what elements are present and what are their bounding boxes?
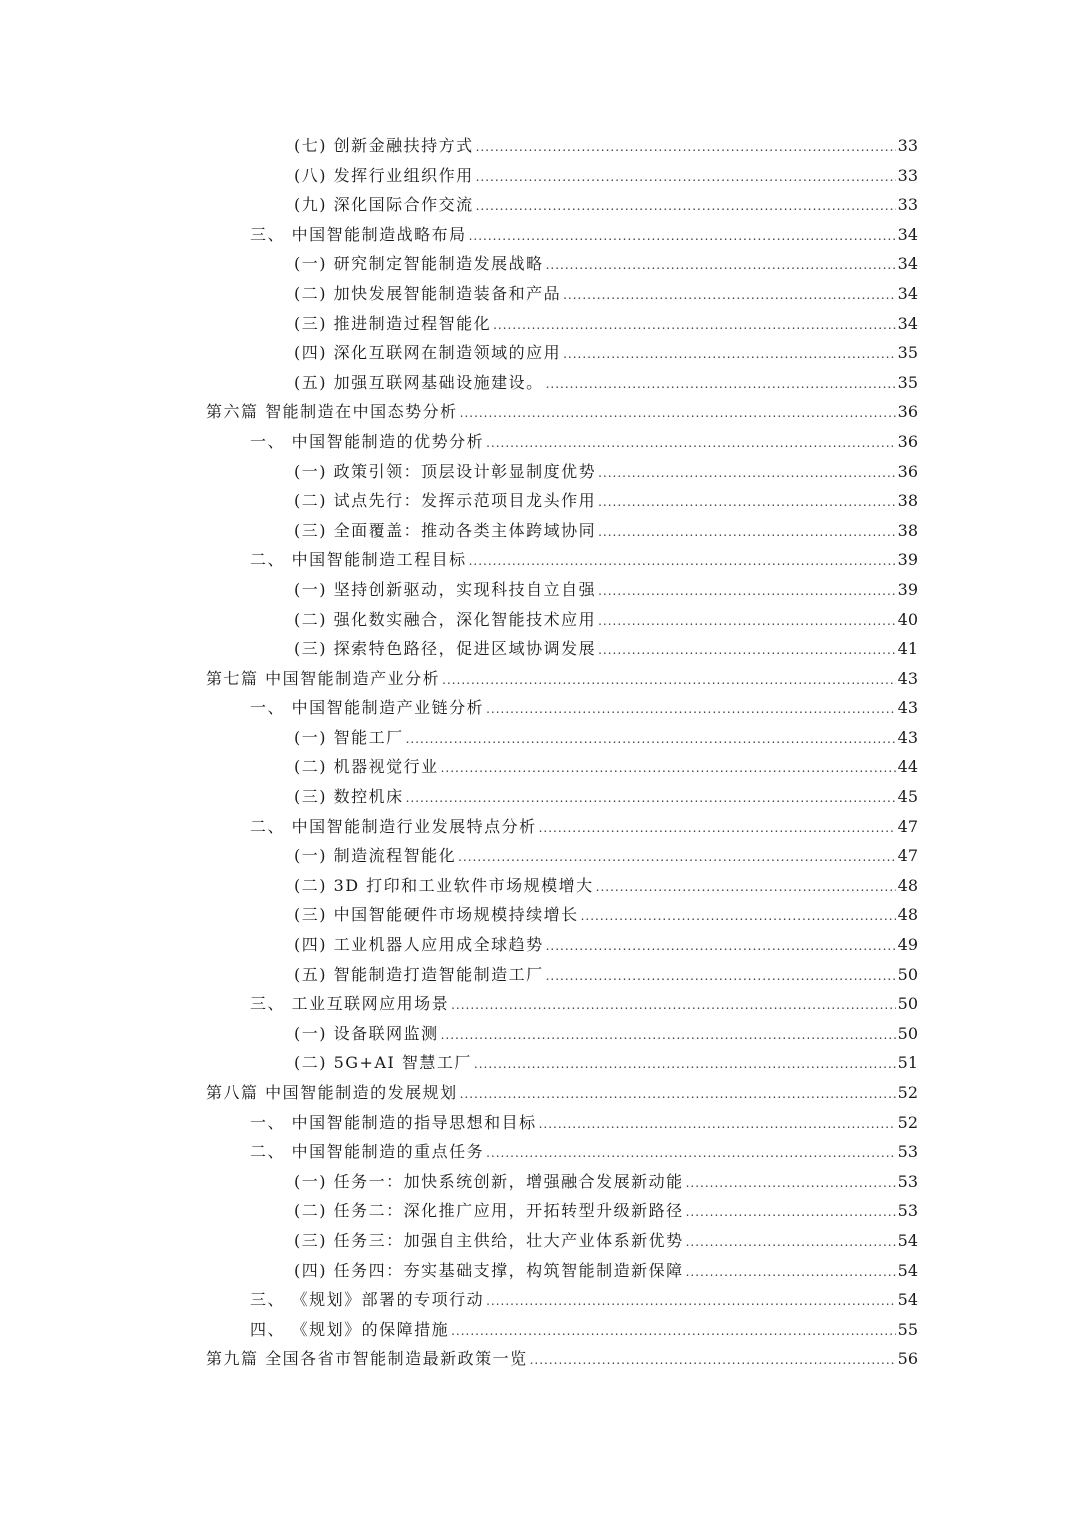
toc-dot-leader bbox=[686, 1198, 896, 1228]
toc-entry-title: (三) 推进制造过程智能化 bbox=[294, 313, 492, 333]
toc-dot-leader bbox=[441, 1021, 896, 1051]
toc-subsection-entry[interactable] bbox=[206, 752, 918, 782]
toc-entry-title: (一) 研究制定智能制造发展战略 bbox=[294, 254, 544, 274]
toc-dot-leader bbox=[598, 577, 896, 607]
toc-page-number: 34 bbox=[897, 224, 918, 244]
toc-subsection-entry[interactable] bbox=[206, 575, 918, 605]
toc-entry-title: 一、 中国智能制造的优势分析 bbox=[250, 431, 485, 451]
toc-section-entry[interactable] bbox=[206, 989, 918, 1019]
toc-entry-title: 三、 工业互联网应用场景 bbox=[250, 994, 450, 1014]
toc-page-number: 50 bbox=[897, 1023, 918, 1043]
toc-subsection-entry[interactable] bbox=[206, 249, 918, 279]
toc-page-number: 34 bbox=[897, 254, 918, 274]
toc-page-number: 52 bbox=[897, 1112, 918, 1132]
toc-part-entry[interactable] bbox=[206, 1344, 918, 1374]
toc-dot-leader bbox=[686, 1169, 896, 1199]
toc-page-number: 33 bbox=[897, 195, 918, 215]
toc-page-number: 39 bbox=[897, 579, 918, 599]
toc-subsection-entry[interactable] bbox=[206, 457, 918, 487]
toc-section-entry[interactable] bbox=[206, 1285, 918, 1315]
toc-dot-leader bbox=[469, 547, 896, 577]
toc-entry-title: (二) 5G+AI 智慧工厂 bbox=[294, 1053, 472, 1073]
toc-dot-leader bbox=[476, 133, 896, 163]
toc-dot-leader bbox=[546, 932, 896, 962]
toc-page-number: 33 bbox=[897, 136, 918, 155]
table-of-contents bbox=[206, 131, 918, 1374]
toc-page-number: 40 bbox=[897, 609, 918, 629]
toc-subsection-entry[interactable] bbox=[206, 486, 918, 516]
toc-entry-title: (五) 加强互联网基础设施建设。 bbox=[294, 372, 544, 392]
toc-dot-leader bbox=[476, 192, 896, 222]
toc-dot-leader bbox=[598, 459, 896, 489]
toc-entry-title: (一) 制造流程智能化 bbox=[294, 846, 457, 866]
toc-page-number: 36 bbox=[897, 431, 918, 451]
toc-dot-leader bbox=[539, 1110, 896, 1140]
toc-subsection-entry[interactable] bbox=[206, 1167, 918, 1197]
toc-entry-title: 二、 中国智能制造的重点任务 bbox=[250, 1142, 485, 1162]
toc-dot-leader bbox=[451, 1317, 896, 1347]
toc-page-number: 53 bbox=[897, 1142, 918, 1162]
toc-entry-title: (三) 探索特色路径，促进区域协调发展 bbox=[294, 639, 597, 659]
toc-dot-leader bbox=[598, 607, 896, 637]
toc-entry-title: 第七篇 中国智能制造产业分析 bbox=[206, 668, 441, 688]
toc-page-number: 44 bbox=[897, 757, 918, 777]
toc-dot-leader bbox=[486, 695, 896, 725]
toc-page-number: 36 bbox=[897, 461, 918, 481]
toc-dot-leader bbox=[474, 1050, 896, 1080]
toc-page-number: 48 bbox=[897, 905, 918, 925]
toc-dot-leader bbox=[546, 370, 896, 400]
toc-section-entry[interactable] bbox=[206, 693, 918, 723]
toc-page-number: 52 bbox=[897, 1083, 918, 1102]
toc-subsection-entry[interactable] bbox=[206, 930, 918, 960]
toc-page-number: 34 bbox=[897, 283, 918, 303]
toc-entry-title: 一、 中国智能制造的指导思想和目标 bbox=[250, 1112, 537, 1132]
toc-page-number: 47 bbox=[897, 846, 918, 866]
toc-section-entry[interactable] bbox=[206, 220, 918, 250]
toc-entry-title: 第九篇 全国各省市智能制造最新政策一览 bbox=[206, 1349, 528, 1369]
toc-page-number: 53 bbox=[897, 1171, 918, 1191]
toc-dot-leader bbox=[442, 666, 896, 696]
toc-page-number: 35 bbox=[897, 372, 918, 392]
toc-dot-leader bbox=[539, 814, 896, 844]
toc-dot-leader bbox=[686, 1258, 896, 1288]
toc-entry-title: (三) 中国智能硬件市场规模持续增长 bbox=[294, 905, 579, 925]
toc-page-number: 49 bbox=[897, 935, 918, 955]
toc-dot-leader bbox=[563, 281, 896, 311]
toc-page-number: 41 bbox=[897, 639, 918, 659]
toc-dot-leader bbox=[581, 902, 896, 932]
toc-page-number: 47 bbox=[897, 816, 918, 836]
toc-entry-title: 一、 中国智能制造产业链分析 bbox=[250, 698, 485, 718]
toc-dot-leader bbox=[476, 163, 896, 193]
toc-page-number: 35 bbox=[897, 343, 918, 363]
toc-part-entry[interactable] bbox=[206, 1078, 918, 1108]
toc-entry-title: 第八篇 中国智能制造的发展规划 bbox=[206, 1083, 458, 1102]
toc-page-number: 51 bbox=[897, 1053, 918, 1073]
toc-page-number: 33 bbox=[897, 165, 918, 185]
toc-subsection-entry[interactable] bbox=[206, 605, 918, 635]
toc-page-number: 38 bbox=[897, 491, 918, 511]
toc-page-number: 50 bbox=[897, 964, 918, 984]
toc-part-entry[interactable] bbox=[206, 664, 918, 694]
toc-part-entry[interactable] bbox=[206, 397, 918, 427]
toc-entry-title: 三、 中国智能制造战略布局 bbox=[250, 224, 467, 244]
toc-page-number: 56 bbox=[897, 1349, 918, 1369]
toc-page-number: 38 bbox=[897, 520, 918, 540]
toc-entry-title: (三) 数控机床 bbox=[294, 787, 404, 807]
toc-dot-leader bbox=[598, 488, 896, 518]
toc-page-number: 43 bbox=[897, 668, 918, 688]
toc-dot-leader bbox=[486, 1287, 896, 1317]
toc-dot-leader bbox=[451, 991, 896, 1021]
toc-subsection-entry[interactable] bbox=[206, 723, 918, 753]
toc-page-number: 39 bbox=[897, 550, 918, 570]
toc-entry-title: (四) 工业机器人应用成全球趋势 bbox=[294, 935, 544, 955]
toc-entry-title: 第六篇 智能制造在中国态势分析 bbox=[206, 402, 458, 422]
toc-entry-title: 二、 中国智能制造行业发展特点分析 bbox=[250, 816, 537, 836]
toc-entry-title: (八) 发挥行业组织作用 bbox=[294, 165, 474, 185]
toc-subsection-entry[interactable] bbox=[206, 368, 918, 398]
toc-entry-title: (二) 加快发展智能制造装备和产品 bbox=[294, 283, 562, 303]
toc-dot-leader bbox=[469, 222, 896, 252]
toc-entry-title: (二) 任务二：深化推广应用，开拓转型升级新路径 bbox=[294, 1201, 684, 1221]
toc-subsection-entry[interactable] bbox=[206, 161, 918, 191]
toc-subsection-entry[interactable] bbox=[206, 1256, 918, 1286]
toc-dot-leader bbox=[406, 725, 896, 755]
toc-entry-title: (一) 坚持创新驱动，实现科技自立自强 bbox=[294, 579, 597, 599]
toc-page-number: 36 bbox=[897, 402, 918, 422]
toc-page-number: 55 bbox=[897, 1319, 918, 1339]
toc-entry-title: (三) 任务三：加强自主供给，壮大产业体系新优势 bbox=[294, 1230, 684, 1250]
toc-subsection-entry[interactable] bbox=[206, 960, 918, 990]
toc-subsection-entry[interactable] bbox=[206, 309, 918, 339]
toc-entry-title: (二) 3D 打印和工业软件市场规模增大 bbox=[294, 875, 594, 895]
toc-entry-title: (二) 试点先行：发挥示范项目龙头作用 bbox=[294, 491, 597, 511]
toc-section-entry[interactable] bbox=[206, 1137, 918, 1167]
toc-section-entry[interactable] bbox=[206, 427, 918, 457]
toc-entry-title: (二) 机器视觉行业 bbox=[294, 757, 439, 777]
toc-entry-title: 三、 《规划》部署的专项行动 bbox=[250, 1290, 485, 1310]
toc-entry-title: (三) 全面覆盖：推动各类主体跨域协同 bbox=[294, 520, 597, 540]
toc-subsection-entry[interactable] bbox=[206, 871, 918, 901]
toc-subsection-entry[interactable] bbox=[206, 190, 918, 220]
toc-page-number: 54 bbox=[897, 1290, 918, 1310]
toc-page-number: 48 bbox=[897, 875, 918, 895]
toc-dot-leader bbox=[686, 1228, 896, 1258]
toc-section-entry[interactable] bbox=[206, 812, 918, 842]
toc-subsection-entry[interactable] bbox=[206, 841, 918, 871]
toc-dot-leader bbox=[598, 518, 896, 548]
toc-entry-title: (七) 创新金融扶持方式 bbox=[294, 136, 474, 155]
toc-page-number: 54 bbox=[897, 1260, 918, 1280]
toc-subsection-entry[interactable] bbox=[206, 1019, 918, 1049]
toc-entry-title: (四) 深化互联网在制造领域的应用 bbox=[294, 343, 562, 363]
toc-entry-title: (四) 任务四：夯实基础支撑，构筑智能制造新保障 bbox=[294, 1260, 684, 1280]
toc-dot-leader bbox=[563, 340, 896, 370]
toc-page-number: 43 bbox=[897, 727, 918, 747]
toc-entry-title: 四、 《规划》的保障措施 bbox=[250, 1319, 450, 1339]
toc-section-entry[interactable] bbox=[206, 545, 918, 575]
toc-subsection-entry[interactable] bbox=[206, 1226, 918, 1256]
toc-dot-leader bbox=[596, 873, 896, 903]
toc-subsection-entry[interactable] bbox=[206, 782, 918, 812]
toc-entry-title: (一) 任务一：加快系统创新，增强融合发展新动能 bbox=[294, 1171, 684, 1191]
toc-dot-leader bbox=[486, 429, 896, 459]
toc-dot-leader bbox=[460, 399, 896, 429]
toc-page-number: 45 bbox=[897, 787, 918, 807]
toc-page-number: 43 bbox=[897, 698, 918, 718]
toc-subsection-entry[interactable] bbox=[206, 1048, 918, 1078]
toc-entry-title: (二) 强化数实融合，深化智能技术应用 bbox=[294, 609, 597, 629]
toc-dot-leader bbox=[546, 251, 896, 281]
toc-page-number: 54 bbox=[897, 1230, 918, 1250]
toc-page-number: 53 bbox=[897, 1201, 918, 1221]
toc-dot-leader bbox=[598, 636, 896, 666]
toc-entry-title: (一) 政策引领：顶层设计彰显制度优势 bbox=[294, 461, 597, 481]
toc-entry-title: (一) 智能工厂 bbox=[294, 727, 404, 747]
toc-entry-title: 二、 中国智能制造工程目标 bbox=[250, 550, 467, 570]
toc-entry-title: (五) 智能制造打造智能制造工厂 bbox=[294, 964, 544, 984]
toc-page-number: 50 bbox=[897, 994, 918, 1014]
toc-subsection-entry[interactable] bbox=[206, 634, 918, 664]
toc-dot-leader bbox=[546, 962, 896, 992]
toc-dot-leader bbox=[406, 784, 896, 814]
toc-dot-leader bbox=[486, 1139, 896, 1169]
toc-subsection-entry[interactable] bbox=[206, 516, 918, 546]
toc-subsection-entry[interactable] bbox=[206, 279, 918, 309]
toc-subsection-entry[interactable] bbox=[206, 338, 918, 368]
toc-section-entry[interactable] bbox=[206, 1315, 918, 1345]
toc-dot-leader bbox=[441, 754, 896, 784]
toc-dot-leader bbox=[493, 311, 896, 341]
toc-subsection-entry[interactable] bbox=[206, 900, 918, 930]
toc-entry-title: (九) 深化国际合作交流 bbox=[294, 195, 474, 215]
toc-section-entry[interactable] bbox=[206, 1108, 918, 1138]
toc-dot-leader bbox=[458, 843, 896, 873]
toc-subsection-entry[interactable] bbox=[206, 1196, 918, 1226]
toc-dot-leader bbox=[530, 1346, 896, 1376]
toc-page-number: 34 bbox=[897, 313, 918, 333]
toc-subsection-entry[interactable] bbox=[206, 131, 918, 161]
toc-dot-leader bbox=[460, 1080, 896, 1110]
toc-entry-title: (一) 设备联网监测 bbox=[294, 1023, 439, 1043]
